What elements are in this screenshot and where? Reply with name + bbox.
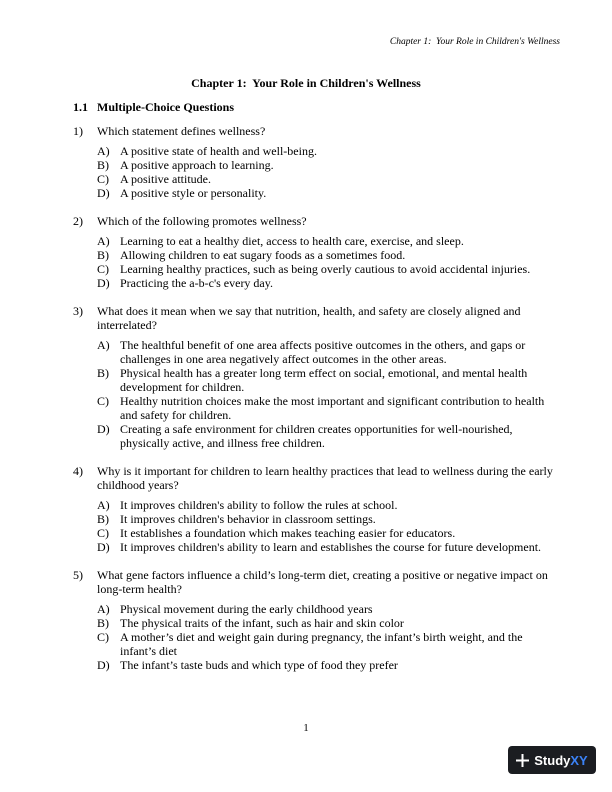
section-number: 1.1 [73, 100, 88, 114]
answer-options [73, 602, 553, 672]
answer-option [97, 338, 553, 366]
option-letter: C) [97, 526, 109, 540]
option-letter: B) [97, 366, 109, 380]
section-heading [73, 100, 234, 115]
answer-options [73, 498, 553, 554]
question-stem [73, 124, 553, 138]
option-text: Healthy nutrition choices make the most important and significant contribution to health and safety for children. [120, 394, 545, 422]
option-text: It improves children's behavior in classroom settings. [120, 512, 376, 526]
answer-option [97, 616, 553, 630]
question-text: What gene factors influence a child’s long-term diet, creating a positive or negative impact on long-term health? [97, 568, 548, 596]
answer-option [97, 276, 553, 290]
option-letter: C) [97, 172, 109, 186]
answer-option [97, 248, 553, 262]
answer-option [97, 186, 553, 200]
option-letter: C) [97, 262, 109, 276]
page-number: 1 [303, 722, 309, 734]
answer-option [97, 158, 553, 172]
option-letter: D) [97, 658, 110, 672]
option-letter: B) [97, 248, 109, 262]
option-text: It establishes a foundation which makes teaching easier for educators. [120, 526, 456, 540]
question-text: Why is it important for children to learn healthy practices that lead to wellness during the early childhood years? [97, 464, 553, 492]
question-text: Which statement defines wellness? [97, 124, 266, 138]
option-letter: D) [97, 276, 110, 290]
option-text: Physical movement during the early childhood years [120, 602, 373, 616]
option-letter: B) [97, 512, 109, 526]
option-text: A positive approach to learning. [120, 158, 274, 172]
question-number: 5) [73, 568, 83, 582]
option-text: Allowing children to eat sugary foods as a sometimes food. [120, 248, 406, 262]
option-letter: D) [97, 186, 110, 200]
answer-options [73, 338, 553, 450]
option-letter: C) [97, 394, 109, 408]
answer-option [97, 602, 553, 616]
answer-option [97, 540, 553, 554]
answer-option [97, 630, 553, 658]
option-text: A mother’s diet and weight gain during pregnancy, the infant’s birth weight, and the infant’s diet [120, 630, 523, 658]
plus-icon [516, 754, 529, 767]
option-letter: B) [97, 158, 109, 172]
question-text: What does it mean when we say that nutrition, health, and safety are closely aligned and interrelated? [97, 304, 521, 332]
option-text: A positive state of health and well-being. [120, 144, 317, 158]
question-item [73, 568, 553, 672]
option-letter: A) [97, 234, 110, 248]
option-text: A positive attitude. [120, 172, 211, 186]
studyxy-badge[interactable] [508, 746, 596, 774]
question-number: 2) [73, 214, 83, 228]
section-title: Multiple-Choice Questions [97, 100, 234, 114]
option-letter: A) [97, 498, 110, 512]
question-item [73, 304, 553, 450]
chapter-title: Chapter 1: Your Role in Children's Wellness [191, 76, 421, 90]
option-letter: A) [97, 338, 110, 352]
brand-suffix: XY [570, 752, 588, 768]
answer-option [97, 394, 553, 422]
option-text: The healthful benefit of one area affects positive outcomes in the others, and gaps or challenges in one area negatively affect outcomes in the other areas. [120, 338, 526, 366]
answer-option [97, 262, 553, 276]
running-head: Chapter 1: Your Role in Children's Wellness [389, 37, 560, 47]
option-text: Learning healthy practices, such as being overly cautious to avoid accidental injuries. [120, 262, 531, 276]
option-text: A positive style or personality. [120, 186, 267, 200]
brand-name: StudyXY [534, 752, 588, 768]
answer-option [97, 422, 553, 450]
answer-option [97, 658, 553, 672]
question-item [73, 464, 553, 554]
option-letter: A) [97, 144, 110, 158]
option-letter: D) [97, 540, 110, 554]
option-text: It improves children's ability to learn and establishes the course for future development. [120, 540, 542, 554]
question-stem [73, 304, 553, 332]
question-number: 3) [73, 304, 83, 318]
question-text: Which of the following promotes wellness? [97, 214, 307, 228]
question-number: 4) [73, 464, 83, 478]
option-text: Physical health has a greater long term effect on social, emotional, and mental health development for children. [120, 366, 528, 394]
option-letter: A) [97, 602, 110, 616]
answer-option [97, 144, 553, 158]
question-item [73, 214, 553, 290]
option-text: The physical traits of the infant, such as hair and skin color [120, 616, 404, 630]
option-letter: D) [97, 422, 110, 436]
answer-option [97, 234, 553, 248]
question-stem [73, 568, 553, 596]
option-text: Practicing the a-b-c's every day. [120, 276, 273, 290]
answer-option [97, 526, 553, 540]
option-letter: B) [97, 616, 109, 630]
answer-option [97, 512, 553, 526]
option-text: The infant’s taste buds and which type of food they prefer [120, 658, 398, 672]
question-number: 1) [73, 124, 83, 138]
question-item [73, 124, 553, 200]
answer-option [97, 366, 553, 394]
answer-options [73, 144, 553, 200]
answer-option [97, 498, 553, 512]
option-letter: C) [97, 630, 109, 644]
option-text: Creating a safe environment for children creates opportunities for well-nourished, physically active, and illness free children. [120, 422, 513, 450]
answer-options [73, 234, 553, 290]
option-text: It improves children's ability to follow the rules at school. [120, 498, 398, 512]
question-list [73, 124, 553, 686]
question-stem [73, 464, 553, 492]
option-text: Learning to eat a healthy diet, access to health care, exercise, and sleep. [120, 234, 464, 248]
question-stem [73, 214, 553, 228]
answer-option [97, 172, 553, 186]
